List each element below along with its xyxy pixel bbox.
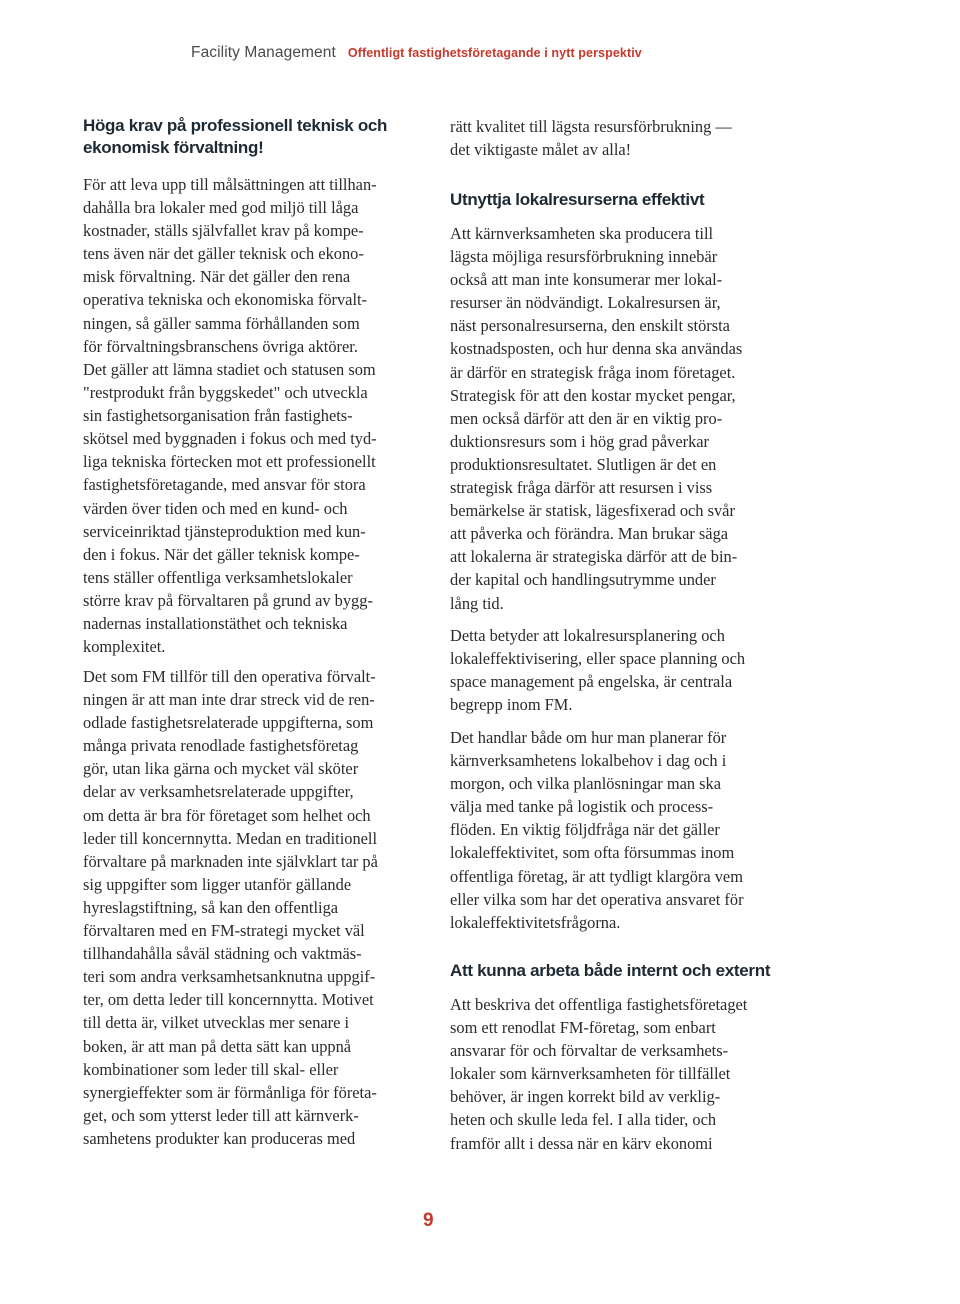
text-line: produktionsresultatet. Slutligen är det en xyxy=(450,454,717,474)
text-line: lokaleffektivitet, som ofta försummas inom xyxy=(450,843,735,863)
header-subtitle: Offentligt fastighetsföretagande i nytt perspektiv xyxy=(347,46,642,60)
heading-line: ekonomisk förvaltning! xyxy=(83,138,264,157)
text-line: sig uppgifter som ligger utanför gällande xyxy=(83,874,352,894)
text-line: morgon, och vilka planlösningar man ska xyxy=(450,774,722,794)
text-line: Att kärnverksamheten ska producera till xyxy=(450,224,714,243)
text-line: skötsel med byggnaden i fokus och med tyd- xyxy=(83,429,377,449)
text-line: duktionsresurs som i hög grad påverkar xyxy=(450,431,710,451)
text-line: värden över tiden och med en kund- och xyxy=(83,498,348,518)
text-line: större krav på förvaltaren på grund av bygg- xyxy=(83,590,373,610)
text-line: lokaleffektivisering, eller space planning och xyxy=(450,649,746,669)
text-line: kostnader, ställs självfallet krav på kompe- xyxy=(83,221,364,241)
text-line: förvaltare på marknaden inte självklart tar på xyxy=(83,851,378,871)
text-line: kombinationer som leder till skal- eller xyxy=(83,1059,339,1079)
section-heading-internal-external: Att kunna arbeta både internt och externt xyxy=(450,961,771,980)
text-line: för förvaltningsbranschens övriga aktörer. xyxy=(83,336,358,356)
text-line: tillhandahålla såväl städning och vaktmäs- xyxy=(83,944,362,964)
text-line: lokaleffektivitetsfrågorna. xyxy=(450,912,621,932)
text-line: odlade fastighetsrelaterade uppgifterna, som xyxy=(83,713,374,733)
page-number: 9 xyxy=(423,1210,434,1231)
text-line: dahålla bra lokaler med god miljö till låga xyxy=(83,198,359,218)
text-line: strategisk fråga därför att resursen i viss xyxy=(450,478,713,498)
text-line: get, och som ytterst leder till att kärnverk- xyxy=(83,1105,359,1125)
text-line: delar av verksamhetsrelaterade uppgifter, xyxy=(83,782,354,802)
paragraph xyxy=(450,993,747,1155)
text-line: lokaler som kärnverksamheten för tillfället xyxy=(450,1064,731,1084)
text-line: hyreslagstiftning, så kan den offentliga xyxy=(83,897,339,917)
text-line: offentliga företag, är att tydligt klargöra vem xyxy=(450,866,743,886)
text-line: om detta är bra för företaget som helhet och xyxy=(83,805,371,825)
text-line: näst personalresurserna, den enskilt största xyxy=(450,316,730,336)
text-line: begrepp inom FM. xyxy=(450,695,573,715)
text-line: till detta är, vilket utvecklas mer senare i xyxy=(83,1013,350,1033)
text-line: bemärkelse är statisk, lägesfixerad och svår xyxy=(450,501,735,521)
text-line: komplexitet. xyxy=(83,637,166,657)
paragraph xyxy=(450,115,732,161)
text-line: den i fokus. När det gäller teknisk kompe- xyxy=(83,544,360,564)
text-line: ningen, så gäller samma förhållanden som xyxy=(83,313,360,333)
text-line: Det handlar både om hur man planerar för xyxy=(450,728,727,747)
text-line: liga tekniska förtecken mot ett professionellt xyxy=(83,452,376,472)
text-line: För att leva upp till målsättningen att tillhan- xyxy=(83,175,377,194)
text-line: Strategisk för att den kostar mycket pengar, xyxy=(450,385,736,405)
header-title: Facility Management xyxy=(191,44,336,61)
text-line: misk förvaltning. När det gäller den rena xyxy=(83,267,351,287)
text-line: behöver, är ingen korrekt bild av verklig- xyxy=(450,1087,721,1107)
text-line: det viktigaste målet av alla! xyxy=(450,140,632,160)
text-line: operativa tekniska och ekonomiska förvalt- xyxy=(83,290,368,310)
text-line: der kapital och handlingsutrymme under xyxy=(450,570,716,590)
text-line: Det som FM tillför till den operativa förvalt- xyxy=(83,667,376,686)
paragraph xyxy=(450,222,742,615)
section-heading-professional-management xyxy=(83,115,387,159)
text-line: kostnadsposten, och hur denna ska användas xyxy=(450,339,743,359)
text-line: välja med tanke på logistik och process- xyxy=(450,797,714,817)
text-line: heten och skulle leda fel. I alla tider, och xyxy=(450,1110,717,1130)
text-line: ansvarar för och förvaltar de verksamhets- xyxy=(450,1041,729,1061)
text-line: är därför en strategisk fråga inom företaget. xyxy=(450,362,736,382)
text-line: kärnverksamhetens lokalbehov i dag och i xyxy=(450,751,727,771)
text-line: framför allt i dessa när en kärv ekonomi xyxy=(450,1133,713,1153)
text-line: serviceinriktad tjänsteproduktion med kun- xyxy=(83,521,366,541)
text-line: Det gäller att lämna stadiet och statusen som xyxy=(83,360,376,379)
text-line: Att beskriva det offentliga fastighetsföretaget xyxy=(450,995,748,1014)
paragraph xyxy=(83,173,377,358)
text-line: synergieffekter som är förmånliga för företa- xyxy=(83,1082,377,1102)
text-line: nadernas installationstäthet och tekniska xyxy=(83,614,348,634)
paragraph xyxy=(450,726,744,934)
text-line: gör, utan lika gärna och mycket väl sköter xyxy=(83,759,359,779)
paragraph xyxy=(83,665,378,1150)
text-line: flöden. En viktig följdfråga när det gäller xyxy=(450,820,720,840)
text-line: resurser än nödvändigt. Lokalresursen är, xyxy=(450,293,721,313)
text-line: eller vilka som har det operativa ansvaret för xyxy=(450,889,744,909)
paragraph xyxy=(83,358,377,658)
text-line: boken, är att man på detta sätt kan uppnå xyxy=(83,1036,352,1056)
section-heading-utilize-resources: Utnyttja lokalresurserna effektivt xyxy=(450,190,705,209)
text-line: att påverka och förändra. Man brukar säga xyxy=(450,524,729,544)
text-line: tens ställer offentliga verksamhetslokaler xyxy=(83,567,353,587)
text-line: också att man inte konsumerar mer lokal- xyxy=(450,270,723,290)
text-line: lägsta möjliga resursförbrukning innebär xyxy=(450,247,718,267)
text-line: som ett renodlat FM-företag, som enbart xyxy=(450,1018,716,1038)
text-line: teri som andra verksamhetsanknutna uppgif- xyxy=(83,967,376,987)
text-line: ter, om detta leder till koncernnytta. Motivet xyxy=(83,990,374,1010)
text-line: men också därför att den är en viktig pro- xyxy=(450,408,723,428)
text-line: leder till koncernnytta. Medan en traditionell xyxy=(83,828,378,848)
text-line: att lokalerna är strategiska därför att de bin- xyxy=(450,547,738,567)
text-line: fastighetsföretagande, med ansvar för stora xyxy=(83,475,366,495)
text-line: tens även när det gäller teknisk och ekono- xyxy=(83,244,364,264)
heading-line: Höga krav på professionell teknisk och xyxy=(83,116,388,135)
text-line: samhetens produkter kan produceras med xyxy=(83,1128,356,1148)
text-line: rätt kvalitet till lägsta resursförbrukning — xyxy=(450,117,732,136)
text-line: sin fastighetsorganisation från fastighets- xyxy=(83,406,353,426)
text-line: "restprodukt från byggskedet" och utveckla xyxy=(83,383,368,403)
paragraph xyxy=(450,624,745,716)
text-line: Detta betyder att lokalresursplanering och xyxy=(450,626,725,645)
text-line: lång tid. xyxy=(450,593,504,613)
text-line: ningen är att man inte drar streck vid de ren- xyxy=(83,690,375,710)
running-header xyxy=(191,44,642,62)
text-line: space management på engelska, är centrala xyxy=(450,672,733,692)
text-line: många privata renodlade fastighetsföretag xyxy=(83,736,359,756)
text-line: förvaltaren med en FM-strategi mycket väl xyxy=(83,921,365,941)
